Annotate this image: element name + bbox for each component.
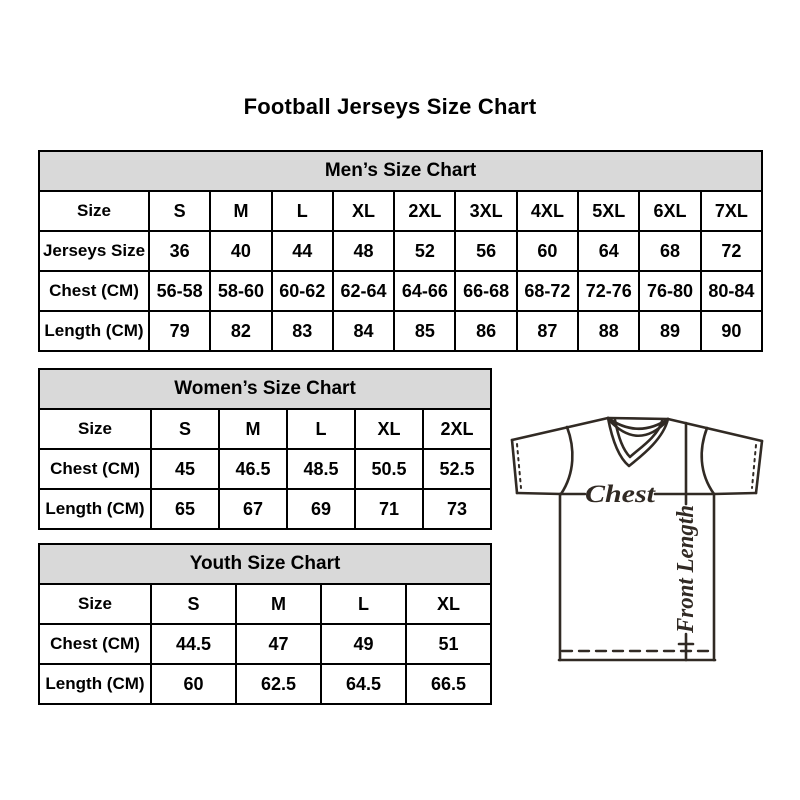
size-value-cell: L [321,584,406,624]
row-label-cell: Length (CM) [39,664,151,704]
size-value-cell: 85 [394,311,455,351]
size-value-cell: S [151,584,236,624]
size-value-cell: 88 [578,311,639,351]
size-value-cell: 3XL [455,191,516,231]
size-value-cell: S [151,409,219,449]
size-value-cell: 47 [236,624,321,664]
row-label-cell: Chest (CM) [39,624,151,664]
row-label-cell: Chest (CM) [39,271,149,311]
size-value-cell: 2XL [394,191,455,231]
size-value-cell: 44.5 [151,624,236,664]
jersey-left-shoulder-line [512,418,608,440]
size-value-cell: 66.5 [406,664,491,704]
size-value-cell: L [272,191,333,231]
size-value-cell: 52 [394,231,455,271]
size-value-cell: 64.5 [321,664,406,704]
jersey-right-armhole-curve [702,428,714,494]
size-value-cell: 90 [701,311,762,351]
size-value-cell: 2XL [423,409,491,449]
row-label-cell: Length (CM) [39,489,151,529]
size-value-cell: 44 [272,231,333,271]
size-value-cell: 72-76 [578,271,639,311]
size-value-cell: M [210,191,271,231]
row-label-cell: Chest (CM) [39,449,151,489]
chest-measure-label: Chest [585,481,657,508]
jersey-right-cuff-edge [756,441,762,493]
table-row [39,449,491,489]
table-row [39,489,491,529]
size-value-cell: 48 [333,231,394,271]
size-value-cell: 36 [149,231,210,271]
size-value-cell: 71 [355,489,423,529]
table-row [39,311,762,351]
size-value-cell: 62.5 [236,664,321,704]
row-label-cell: Size [39,584,151,624]
size-value-cell: 79 [149,311,210,351]
youth-size-table [38,543,492,705]
table-title: Women’s Size Chart [39,369,491,409]
size-value-cell: 6XL [639,191,700,231]
jersey-right-sleeve-bottom [714,493,756,494]
size-value-cell: 49 [321,624,406,664]
size-value-cell: 64-66 [394,271,455,311]
size-value-cell: 56-58 [149,271,210,311]
size-value-cell: M [236,584,321,624]
size-value-cell: 52.5 [423,449,491,489]
size-value-cell: 89 [639,311,700,351]
size-value-cell: 58-60 [210,271,271,311]
row-label-cell: Length (CM) [39,311,149,351]
row-label-cell: Size [39,409,151,449]
size-value-cell: 4XL [517,191,578,231]
mens-size-table [38,150,763,352]
size-value-cell: 68-72 [517,271,578,311]
size-value-cell: XL [355,409,423,449]
table-row [39,624,491,664]
jersey-left-sleeve-bottom [517,493,561,494]
size-value-cell: 72 [701,231,762,271]
size-value-cell: 65 [151,489,219,529]
size-value-cell: M [219,409,287,449]
size-value-cell: 84 [333,311,394,351]
row-label-cell: Jerseys Size [39,231,149,271]
size-value-cell: 46.5 [219,449,287,489]
jersey-collar-top-edge [608,418,668,419]
size-value-cell: 73 [423,489,491,529]
jersey-right-cuff-stitch-line [752,445,756,488]
size-value-cell: 48.5 [287,449,355,489]
jersey-left-cuff-edge [512,440,517,493]
page-title: Football Jerseys Size Chart [243,94,537,119]
table-title: Men’s Size Chart [39,151,762,191]
size-value-cell: 69 [287,489,355,529]
size-value-cell: S [149,191,210,231]
size-value-cell: 83 [272,311,333,351]
jersey-right-shoulder-line [668,419,762,441]
size-value-cell: L [287,409,355,449]
size-value-cell: 7XL [701,191,762,231]
jersey-left-cuff-stitch-line [517,444,521,488]
size-value-cell: 67 [219,489,287,529]
size-value-cell: 56 [455,231,516,271]
table-title: Youth Size Chart [39,544,491,584]
size-value-cell: 76-80 [639,271,700,311]
size-value-cell: 60-62 [272,271,333,311]
size-value-cell: 68 [639,231,700,271]
table-row [39,231,762,271]
table-header-row [39,151,762,191]
row-label-cell: Size [39,191,149,231]
womens-size-table [38,368,492,530]
table-row [39,271,762,311]
size-value-cell: XL [406,584,491,624]
jersey-left-armhole-curve [561,427,572,494]
size-value-cell: 45 [151,449,219,489]
size-value-cell: 64 [578,231,639,271]
size-value-cell: 60 [517,231,578,271]
size-value-cell: 80-84 [701,271,762,311]
size-value-cell: 82 [210,311,271,351]
table-row [39,409,491,449]
size-value-cell: 87 [517,311,578,351]
table-row [39,584,491,624]
size-value-cell: 66-68 [455,271,516,311]
table-header-row [39,369,491,409]
table-row [39,191,762,231]
table-header-row [39,544,491,584]
size-value-cell: 50.5 [355,449,423,489]
front-length-measure-label: Front Length [673,498,699,633]
size-value-cell: 40 [210,231,271,271]
jersey-measurement-diagram [505,413,767,668]
size-value-cell: 5XL [578,191,639,231]
size-value-cell: 62-64 [333,271,394,311]
size-value-cell: XL [333,191,394,231]
size-value-cell: 86 [455,311,516,351]
table-row [39,664,491,704]
size-value-cell: 51 [406,624,491,664]
size-value-cell: 60 [151,664,236,704]
